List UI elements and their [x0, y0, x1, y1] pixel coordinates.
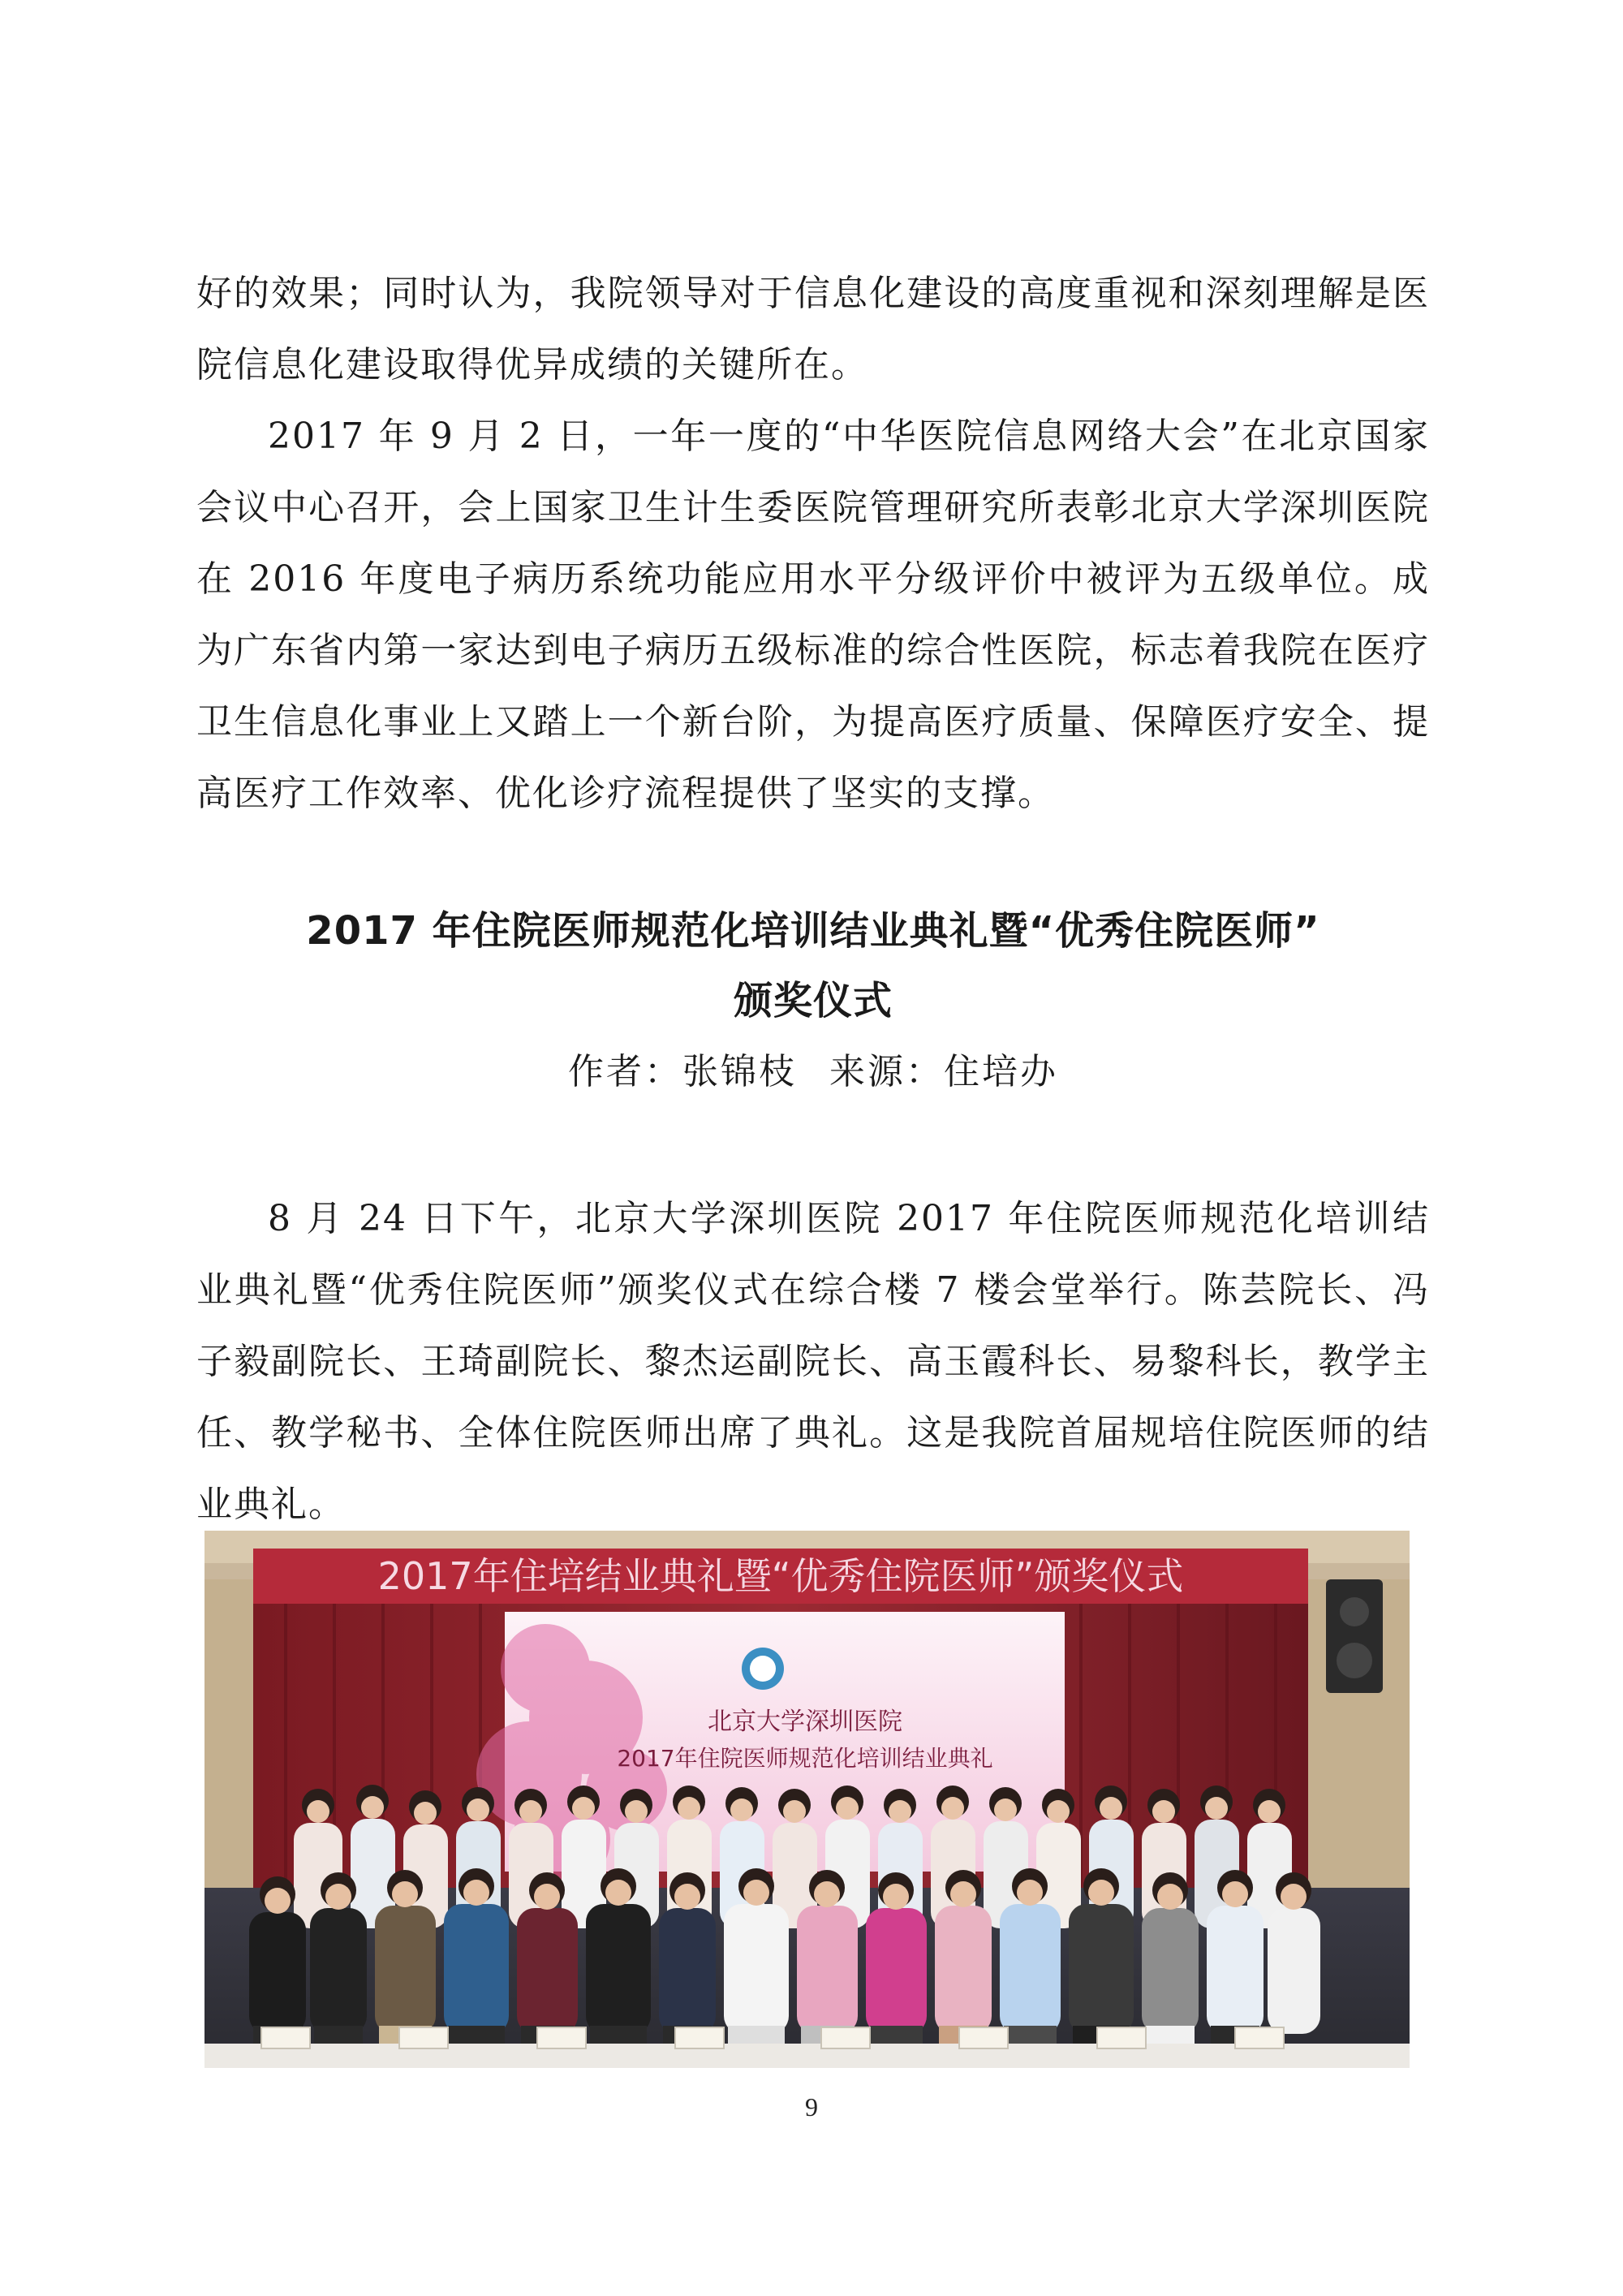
article-byline [196, 1042, 1430, 1094]
article-author: 作者：张锦枝 [568, 1051, 797, 1092]
article-title-line-2: 颁奖仪式 [733, 978, 893, 1023]
article-title-line-1: 2017 年住院医师规范化培训结业典礼暨“优秀住院医师” [306, 908, 1320, 954]
paragraph-2: 2017 年 9 月 2 日，一年一度的“中华医院信息网络大会”在北京国家会议中心召开，会上国家卫生计生委医院管理研究所表彰北京大学深圳医院在 2016 年度电子病历系统功能应用水平分级评价中被评为五级单位。成为广东省内第一家达到电子病历五级标准的综合性医院，标志着我院在医疗卫生信息化事业上又踏上一个新台阶，为提高医疗质量、保障医疗安全、提高医疗工作效率、优化诊疗流程提供了坚实的支撑。 [196, 416, 1430, 814]
article-source: 来源：住培办 [829, 1051, 1058, 1092]
stage-banner-text: 2017年住培结业典礼暨“优秀住院医师”颁奖仪式 [377, 1554, 1184, 1598]
paragraph-3: 8 月 24 日下午，北京大学深圳医院 2017 年住院医师规范化培训结业典礼暨“优秀住院医师”颁奖仪式在综合楼 7 楼会堂举行。陈芸院长、冯子毅副院长、王琦副院长、黎杰运副院长、高玉霞科长、易黎科长，教学主任、教学秘书、全体住院医师出席了典礼。这是我院首届规培住院医师的结业典礼。 [196, 1198, 1430, 1525]
screen-text-hospital: 北京大学深圳医院 [708, 1708, 902, 1736]
group-photo [204, 1531, 1410, 2068]
paragraph-1: 好的效果；同时认为，我院领导对于信息化建设的高度重视和深刻理解是医院信息化建设取得优异成绩的关键所在。 [196, 273, 1430, 386]
page-number: 9 [805, 2092, 818, 2122]
screen-text-ceremony: 2017年住院医师规范化培训结业典礼 [617, 1745, 993, 1772]
